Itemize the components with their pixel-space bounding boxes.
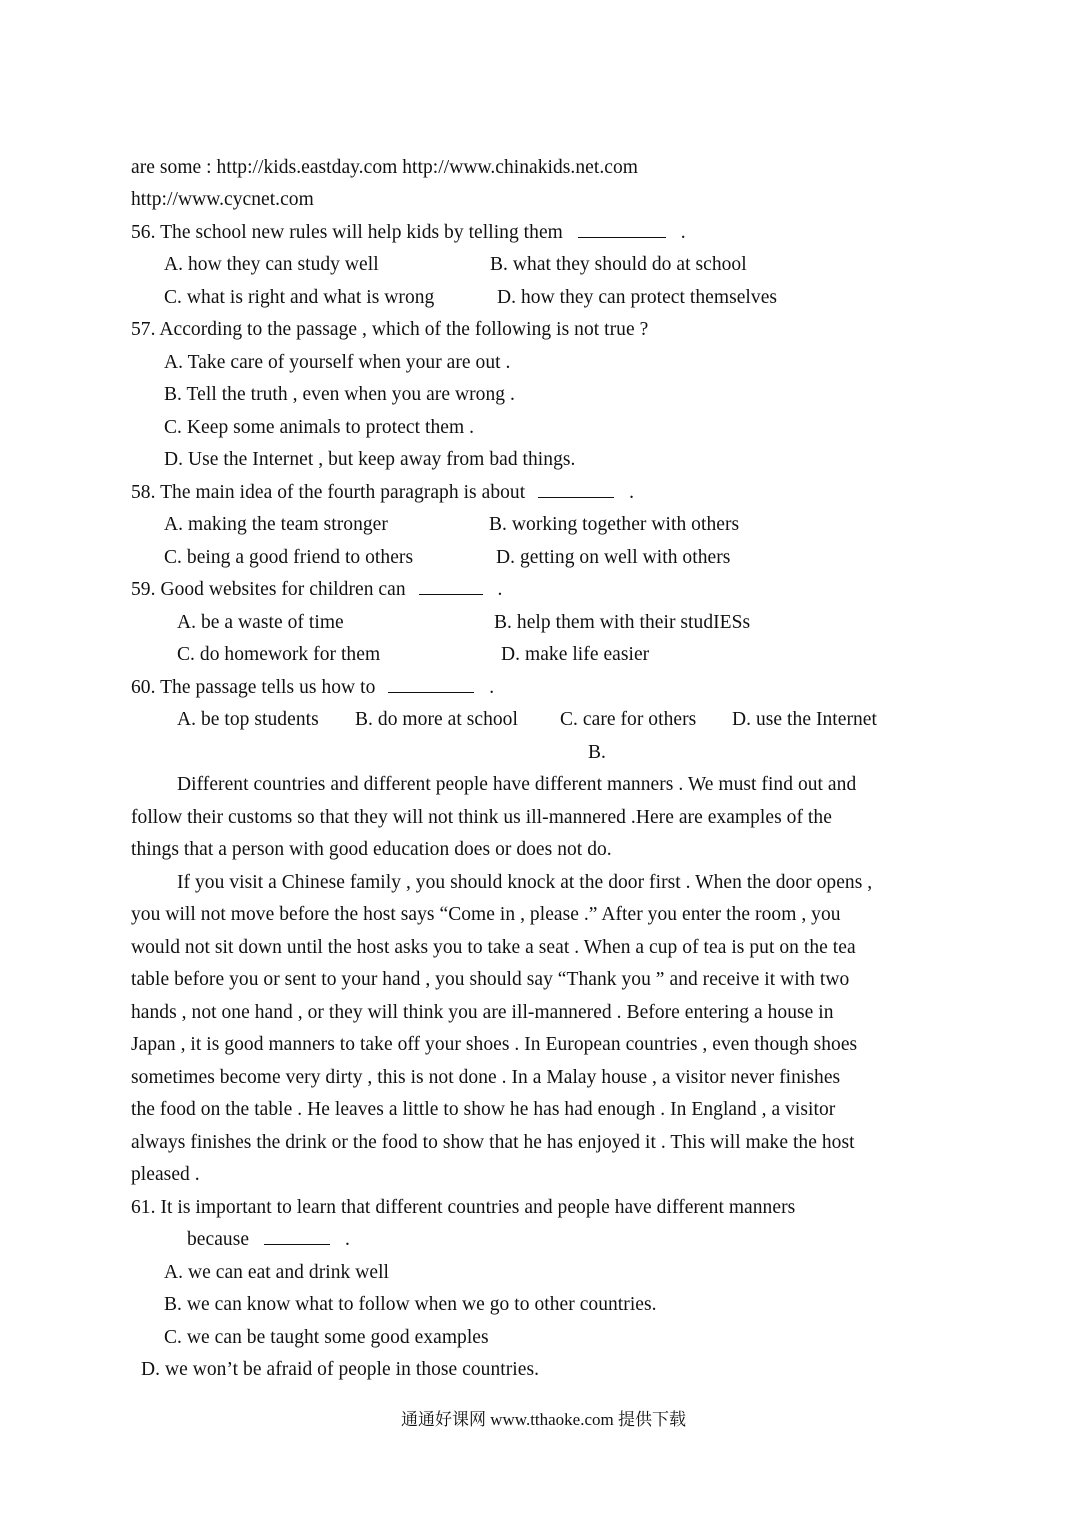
paragraph-line: you will not move before the host says “Come in , please .” After you enter the room , you <box>131 904 841 925</box>
period: . <box>497 579 503 600</box>
question-text: 59. Good websites for children can <box>131 579 406 600</box>
option-57-d: D. Use the Internet , but keep away from bad things. <box>164 449 576 470</box>
option-56-d: D. how they can protect themselves <box>497 287 778 308</box>
option-56-b: B. what they should do at school <box>490 254 747 275</box>
period: . <box>489 677 495 698</box>
option-60-a: A. be top students <box>177 709 319 730</box>
paragraph-line: things that a person with good education does or does not do. <box>131 839 612 860</box>
text-line: are some : http://kids.eastday.com http://www.chinakids.net.com <box>131 157 638 178</box>
period: . <box>344 1229 350 1250</box>
option-60-d: D. use the Internet <box>732 709 877 730</box>
option-58-c: C. being a good friend to others <box>164 547 414 568</box>
question-text: 56. The school new rules will help kids by telling them <box>131 222 563 243</box>
paragraph-line: Different countries and different people have different manners . We must find out and <box>177 774 857 795</box>
question-text: 58. The main idea of the fourth paragraph is about <box>131 482 526 503</box>
option-59-d: D. make life easier <box>501 644 650 665</box>
paragraph-line: pleased . <box>131 1164 200 1185</box>
question-61: 61. It is important to learn that different countries and people have different manners <box>131 1197 796 1218</box>
answer-blank <box>419 578 483 595</box>
question-text: 60. The passage tells us how to <box>131 677 376 698</box>
option-58-a: A. making the team stronger <box>164 514 388 535</box>
question-56 <box>131 221 686 245</box>
option-61-a: A. we can eat and drink well <box>164 1262 390 1283</box>
paragraph-line: table before you or sent to your hand , you should say “Thank you ” and receive it with two <box>131 969 850 990</box>
paragraph-line: would not sit down until the host asks you to take a seat . When a cup of tea is put on the tea <box>131 937 856 958</box>
paragraph-line: the food on the table . He leaves a little to show he has had enough . In England , a visitor <box>131 1099 836 1120</box>
question-61-continued <box>187 1228 350 1252</box>
paragraph-line: Japan , it is good manners to take off your shoes . In European countries , even though shoes <box>131 1034 858 1055</box>
question-58 <box>131 481 634 505</box>
option-57-a: A. Take care of yourself when your are out . <box>164 352 511 373</box>
option-60-c: C. care for others <box>560 709 697 730</box>
answer-blank <box>264 1228 330 1245</box>
paragraph-line: If you visit a Chinese family , you should knock at the door first . When the door opens , <box>177 872 873 893</box>
option-57-c: C. Keep some animals to protect them . <box>164 417 475 438</box>
question-59 <box>131 578 502 602</box>
option-59-a: A. be a waste of time <box>177 612 344 633</box>
question-57: 57. According to the passage , which of the following is not true ? <box>131 319 649 340</box>
option-59-c: C. do homework for them <box>177 644 381 665</box>
option-61-c: C. we can be taught some good examples <box>164 1327 489 1348</box>
period: . <box>629 482 634 503</box>
question-text: because <box>187 1229 250 1250</box>
question-60 <box>131 676 494 700</box>
section-heading: B. <box>588 742 606 763</box>
option-61-b: B. we can know what to follow when we go to other countries. <box>164 1294 657 1315</box>
answer-blank <box>538 481 614 498</box>
paragraph-line: sometimes become very dirty , this is not done . In a Malay house , a visitor never finishes <box>131 1067 841 1088</box>
option-58-d: D. getting on well with others <box>496 547 731 568</box>
option-59-b: B. help them with their studIESs <box>494 612 751 633</box>
option-56-c: C. what is right and what is wrong <box>164 287 435 308</box>
answer-blank <box>578 221 666 238</box>
option-56-a: A. how they can study well <box>164 254 379 275</box>
period: . <box>680 222 686 243</box>
option-61-d: D. we won’t be afraid of people in those countries. <box>141 1359 540 1380</box>
option-60-b: B. do more at school <box>355 709 518 730</box>
answer-blank <box>388 676 474 693</box>
option-57-b: B. Tell the truth , even when you are wrong . <box>164 384 515 405</box>
option-58-b: B. working together with others <box>489 514 740 535</box>
paragraph-line: hands , not one hand , or they will think you are ill-mannered . Before entering a house in <box>131 1002 834 1023</box>
paragraph-line: always finishes the drink or the food to show that he has enjoyed it . This will make the host <box>131 1132 855 1153</box>
page-footer: 通通好课网 www.tthaoke.com 提供下载 <box>400 1410 687 1429</box>
text-line: http://www.cycnet.com <box>131 189 314 210</box>
paragraph-line: follow their customs so that they will not think us ill-mannered .Here are examples of the <box>131 807 832 828</box>
